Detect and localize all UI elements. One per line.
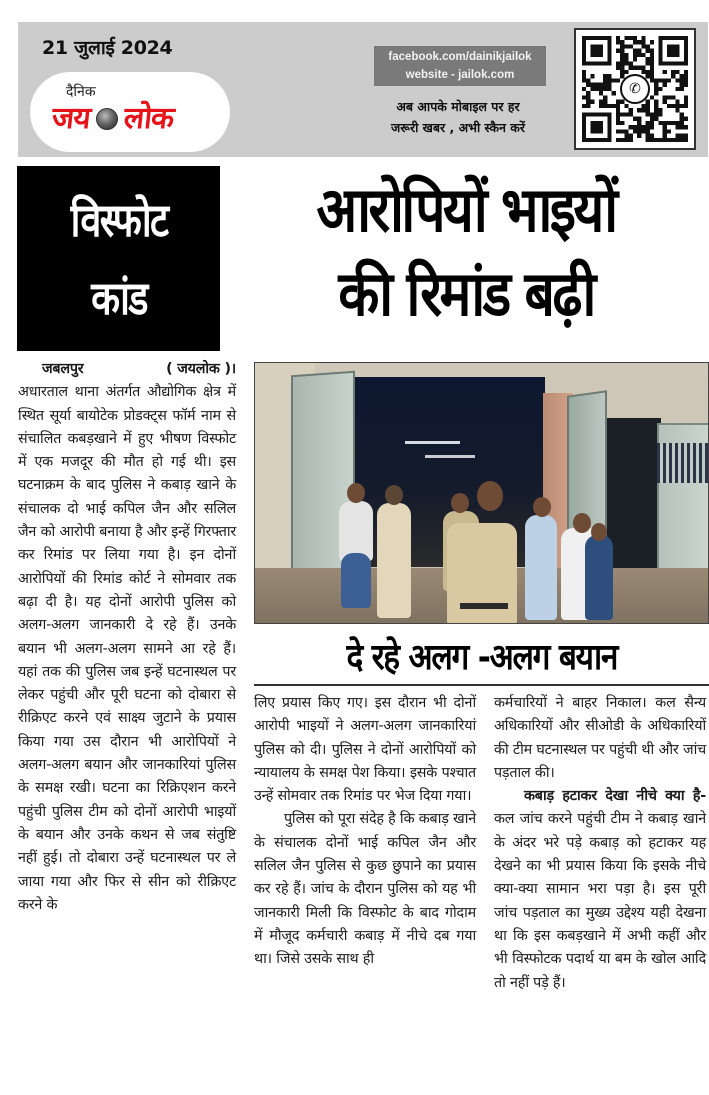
qr-module	[633, 129, 637, 133]
qr-module	[599, 100, 603, 104]
photo-person-head	[347, 483, 365, 503]
qr-module	[680, 83, 684, 87]
qr-module	[607, 74, 611, 78]
facebook-link[interactable]: facebook.com/dainikjailok	[388, 51, 532, 63]
qr-module	[646, 61, 650, 65]
qr-module	[680, 138, 684, 142]
qr-module	[658, 108, 662, 112]
qr-module	[624, 36, 628, 40]
qr-module	[680, 117, 684, 121]
qr-module	[586, 104, 590, 108]
photo-person-head	[573, 513, 591, 533]
qr-module	[646, 108, 650, 112]
qr-module	[650, 95, 654, 99]
qr-module	[637, 117, 641, 121]
article-paragraph: कर्मचारियों ने बाहर निकाल। कल सैन्य अधिकारियों और सीओडी के अधिकारियों की टीम घटनास्थल पर पहुंची थी और जांच पड़ताल की।	[494, 695, 706, 781]
qr-module	[675, 78, 679, 82]
news-photo	[254, 362, 709, 624]
qr-module	[650, 125, 654, 129]
qr-module	[641, 40, 645, 44]
qr-module	[620, 40, 624, 44]
qr-module	[641, 108, 645, 112]
qr-module	[599, 87, 603, 91]
qr-module	[599, 83, 603, 87]
qr-module	[633, 40, 637, 44]
photo-person-head	[533, 497, 551, 517]
qr-module	[637, 129, 641, 133]
qr-module	[650, 117, 654, 121]
qr-module	[654, 108, 658, 112]
qr-finder	[590, 121, 603, 134]
article-paragraph: अधारताल थाना अंतर्गत औद्योगिक क्षेत्र में स्थित सूर्या बायोटेक प्रोडक्ट्स फॉर्म नाम से संचालित कबड़खाने में हुए भीषण विस्फोट में एक मजदूर की मौत हो गई थी। इस घटनाक्रम के बाद पुलिस ने कबाड़ खाने के संचालक दो भाई कपिल जैन और सलिल जैन को आरोपी बनाया है और इन्हें गिरफ्तार कर रिमांड पर लिया गया है। इन दोनों आरोपियों की रिमांड कोर्ट ने सोमवार तक बढ़ा दी है। यह दोनों आरोपी पुलिस को अलग-अलग जानकारी दे रहे हैं। उनके बयान भी अलग-अलग सामने आ रहे हैं। यहां तक की पुलिस जब इन्हें घटनास्थल पर लेकर पहुंची और पूरी घटना को दोबारा से रीक्रिएट करने एवं साक्ष्य जुटाने के प्रयास किया गया उस दौरान भी आरोपियों ने अलग-अलग बयान और जानकारियां पुलिस के समक्ष रखी। घटना का रिक्रिएशन करने पहुंची पुलिस टीम को दोनों आरोपी भाइयों के बयान और उनके कथन से जब संतुष्टि नहीं हुई। तो दोबारा उन्हें घटनास्थल पर ले जाया गया और फिर से सीन को रीक्रिएट करने के	[18, 384, 236, 913]
qr-module	[675, 70, 679, 74]
article-paragraph: लिए प्रयास किए गए। इस दौरान भी दोनों आरोपी भाइयों ने अलग-अलग जानकारियां पुलिस को दी। पुलिस ने दोनों आरोपियों को न्यायालय के समक्ष पेश किया। इसके पश्चात उन्हें सोमवार तक रिमांड पर भेज दिया गया।	[254, 695, 476, 805]
qr-module	[663, 78, 667, 82]
qr-module	[603, 74, 607, 78]
whatsapp-icon: ✆	[620, 74, 650, 104]
qr-module	[616, 108, 620, 112]
qr-module	[654, 112, 658, 116]
qr-module	[629, 138, 633, 142]
qr-module	[650, 78, 654, 82]
qr-module	[637, 108, 641, 112]
newspaper-logo	[30, 72, 230, 152]
qr-module	[620, 121, 624, 125]
qr-module	[680, 78, 684, 82]
scan-tagline	[363, 96, 553, 138]
qr-module	[616, 66, 620, 70]
qr-module	[671, 138, 675, 142]
qr-module	[680, 112, 684, 116]
qr-module	[586, 95, 590, 99]
inline-subhead: कबाड़ हटाकर देखा नीचे क्या है-	[524, 788, 706, 805]
qr-module	[671, 70, 675, 74]
qr-module	[641, 70, 645, 74]
qr-module	[671, 121, 675, 125]
qr-module	[663, 121, 667, 125]
photo-person	[585, 535, 613, 620]
qr-module	[616, 117, 620, 121]
qr-module	[663, 129, 667, 133]
qr-module	[620, 61, 624, 65]
qr-module	[650, 61, 654, 65]
dateline-place: जबलपुर	[42, 361, 84, 377]
qr-module	[620, 138, 624, 142]
qr-module	[654, 117, 658, 121]
photo-person-head	[451, 493, 469, 513]
qr-module	[595, 87, 599, 91]
qr-module	[680, 104, 684, 108]
qr-module	[680, 134, 684, 138]
qr-module	[663, 70, 667, 74]
qr-module	[654, 91, 658, 95]
kicker-line-1: विस्फोट	[70, 192, 167, 247]
qr-module	[680, 74, 684, 78]
qr-module	[633, 49, 637, 53]
qr-module	[599, 91, 603, 95]
qr-module	[582, 70, 586, 74]
qr-module	[646, 100, 650, 104]
divider	[254, 684, 709, 686]
article-column-2	[254, 692, 476, 972]
qr-module	[629, 61, 633, 65]
qr-module	[646, 138, 650, 142]
qr-module	[616, 36, 620, 40]
qr-module	[586, 100, 590, 104]
photo-person-head	[591, 523, 607, 541]
qr-module	[684, 83, 688, 87]
headline-line-1: आरोपियों भाइयों	[316, 173, 616, 246]
kicker-box	[17, 166, 220, 351]
qr-module	[680, 87, 684, 91]
qr-module	[620, 129, 624, 133]
qr-module	[612, 78, 616, 82]
qr-module	[620, 66, 624, 70]
qr-module	[667, 104, 671, 108]
photo-person-head	[477, 481, 503, 511]
qr-module	[620, 53, 624, 57]
main-headline	[226, 168, 706, 336]
headline-line-2: की रिमांड बढ़ी	[338, 257, 594, 330]
qr-module	[637, 40, 641, 44]
article-paragraph-text: कल जांच करने पहुंची टीम ने कबाड़ खाने के अंदर भरे पड़े कबाड़ को हटाकर यह देखने का भी प्रयास किया कि इसके नीचे क्या-क्या सामान भरा पड़ा है। इस पूरी जांच पड़ताल का मुख्य उद्देश्य यही देखना था कि इस कबड़खाने में अभी कहीं और भी विस्फोटक पदार्थ या बम के खोल आदि तो नहीं पड़े हैं।	[494, 811, 706, 991]
qr-module	[641, 125, 645, 129]
qr-module	[620, 112, 624, 116]
qr-module	[675, 125, 679, 129]
qr-module	[582, 74, 586, 78]
photo-belt	[460, 603, 508, 609]
qr-module	[667, 138, 671, 142]
qr-module	[671, 104, 675, 108]
photo-light	[425, 455, 475, 458]
qr-module	[629, 108, 633, 112]
qr-module	[680, 121, 684, 125]
qr-module	[658, 138, 662, 142]
qr-module	[624, 104, 628, 108]
qr-module	[637, 66, 641, 70]
qr-module	[646, 57, 650, 61]
qr-module	[658, 78, 662, 82]
qr-module	[624, 112, 628, 116]
globe-icon	[96, 108, 118, 130]
logo-word-jay: जय	[50, 101, 92, 136]
qr-module	[624, 134, 628, 138]
qr-module	[641, 53, 645, 57]
qr-module	[616, 138, 620, 142]
qr-module	[675, 104, 679, 108]
qr-module	[590, 83, 594, 87]
qr-module	[675, 121, 679, 125]
qr-module	[650, 49, 654, 53]
qr-module	[650, 40, 654, 44]
qr-module	[684, 78, 688, 82]
qr-module	[599, 104, 603, 108]
qr-module	[646, 112, 650, 116]
qr-finder	[667, 44, 680, 57]
qr-module	[607, 104, 611, 108]
qr-module	[646, 134, 650, 138]
qr-module	[675, 100, 679, 104]
qr-module	[607, 87, 611, 91]
qr-module	[582, 78, 586, 82]
qr-module	[633, 117, 637, 121]
qr-module	[590, 87, 594, 91]
qr-module	[637, 121, 641, 125]
qr-module	[646, 49, 650, 53]
qr-module	[646, 74, 650, 78]
qr-module	[658, 112, 662, 116]
qr-module	[633, 125, 637, 129]
tagline-line-2: जरूरी खबर , अभी स्कैन करें	[390, 120, 525, 135]
masthead-band	[18, 22, 708, 157]
photo-person	[377, 503, 411, 618]
qr-module	[629, 112, 633, 116]
qr-module	[684, 95, 688, 99]
qr-module	[629, 66, 633, 70]
qr-module	[590, 74, 594, 78]
dateline	[18, 358, 236, 381]
qr-module	[603, 95, 607, 99]
qr-module	[667, 129, 671, 133]
qr-module	[637, 49, 641, 53]
qr-module	[590, 100, 594, 104]
qr-code[interactable]	[574, 28, 696, 150]
qr-module	[667, 95, 671, 99]
qr-module	[650, 66, 654, 70]
qr-module	[603, 100, 607, 104]
qr-module	[620, 70, 624, 74]
qr-module	[654, 78, 658, 82]
qr-module	[684, 104, 688, 108]
qr-module	[684, 138, 688, 142]
social-links-box	[374, 46, 546, 86]
qr-module	[667, 78, 671, 82]
qr-module	[671, 95, 675, 99]
qr-finder	[590, 44, 603, 57]
qr-module	[633, 36, 637, 40]
qr-module	[650, 53, 654, 57]
photo-person	[339, 501, 373, 561]
qr-module	[624, 138, 628, 142]
qr-module	[684, 117, 688, 121]
qr-module	[595, 83, 599, 87]
qr-module	[624, 61, 628, 65]
qr-module	[646, 125, 650, 129]
qr-module	[616, 78, 620, 82]
qr-module	[603, 78, 607, 82]
logo-wordmark	[50, 101, 175, 136]
qr-module	[663, 83, 667, 87]
article-column-3	[494, 692, 706, 995]
qr-module	[667, 121, 671, 125]
qr-module	[624, 53, 628, 57]
qr-module	[607, 83, 611, 87]
qr-module	[603, 104, 607, 108]
issue-date: 21 जुलाई 2024	[42, 37, 173, 59]
qr-module	[641, 36, 645, 40]
sub-headline-text: दे रहे अलग -अलग बयान	[346, 637, 617, 678]
qr-module	[616, 49, 620, 53]
qr-module	[624, 129, 628, 133]
qr-module	[646, 129, 650, 133]
qr-module	[675, 134, 679, 138]
qr-module	[663, 100, 667, 104]
qr-module	[629, 125, 633, 129]
logo-word-lok: लोक	[121, 101, 175, 136]
qr-module	[654, 83, 658, 87]
qr-module	[663, 134, 667, 138]
qr-module	[624, 57, 628, 61]
qr-module	[650, 121, 654, 125]
qr-module	[633, 66, 637, 70]
qr-module	[620, 57, 624, 61]
qr-module	[646, 121, 650, 125]
tagline-line-1: अब आपके मोबाइल पर हर	[396, 99, 520, 114]
article-column-1	[18, 358, 236, 917]
qr-module	[641, 66, 645, 70]
qr-module	[658, 121, 662, 125]
qr-module	[654, 104, 658, 108]
qr-module	[684, 125, 688, 129]
qr-module	[612, 104, 616, 108]
qr-module	[650, 74, 654, 78]
qr-module	[629, 134, 633, 138]
qr-module	[629, 36, 633, 40]
article-paragraph: पुलिस को पूरा संदेह है कि कबाड़ खाने के संचालक दोनों भाई कपिल जैन और सलिल जैन पुलिस से कुछ छुपाने का प्रयास कर रहे हैं। जांच के दौरान पुलिस को यह भी जानकारी मिली कि विस्फोट के बाद गोदाम में मौजूद कर्मचारी कबाड़ में नीचे दब गया था। जिसे उसके साथ ही	[254, 811, 476, 968]
qr-module	[658, 87, 662, 91]
qr-module	[675, 108, 679, 112]
qr-module	[616, 104, 620, 108]
qr-module	[654, 100, 658, 104]
photo-light	[405, 441, 460, 444]
qr-module	[675, 87, 679, 91]
qr-pattern	[582, 36, 688, 142]
qr-module	[637, 125, 641, 129]
qr-module	[624, 44, 628, 48]
photo-grille	[657, 443, 709, 483]
qr-module	[646, 104, 650, 108]
qr-module	[684, 74, 688, 78]
qr-module	[633, 53, 637, 57]
qr-module	[675, 138, 679, 142]
qr-module	[684, 70, 688, 74]
qr-module	[641, 44, 645, 48]
qr-module	[582, 95, 586, 99]
qr-module	[646, 70, 650, 74]
qr-module	[620, 49, 624, 53]
qr-module	[582, 87, 586, 91]
dateline-source: ( जयलोक )।	[166, 361, 236, 377]
qr-module	[616, 121, 620, 125]
qr-module	[586, 78, 590, 82]
qr-module	[663, 95, 667, 99]
photo-person	[525, 515, 557, 620]
kicker-line-2: कांड	[90, 270, 147, 325]
qr-module	[650, 112, 654, 116]
qr-module	[607, 78, 611, 82]
qr-module	[650, 70, 654, 74]
qr-module	[603, 87, 607, 91]
qr-module	[582, 104, 586, 108]
qr-module	[633, 57, 637, 61]
qr-module	[586, 91, 590, 95]
photo-person	[341, 553, 371, 608]
qr-module	[620, 100, 624, 104]
qr-module	[603, 83, 607, 87]
photo-person-head	[385, 485, 403, 505]
qr-module	[616, 112, 620, 116]
qr-module	[650, 134, 654, 138]
article-paragraph-with-subhead	[494, 785, 706, 995]
qr-module	[612, 91, 616, 95]
qr-module	[663, 138, 667, 142]
qr-module	[629, 44, 633, 48]
qr-module	[646, 44, 650, 48]
qr-module	[637, 134, 641, 138]
qr-module	[620, 44, 624, 48]
qr-module	[586, 83, 590, 87]
qr-module	[641, 104, 645, 108]
qr-module	[624, 70, 628, 74]
qr-module	[654, 87, 658, 91]
qr-module	[616, 100, 620, 104]
qr-module	[650, 57, 654, 61]
sub-headline	[254, 634, 709, 682]
qr-module	[641, 129, 645, 133]
qr-module	[637, 53, 641, 57]
qr-module	[616, 61, 620, 65]
qr-module	[663, 125, 667, 129]
qr-module	[671, 74, 675, 78]
qr-module	[616, 40, 620, 44]
qr-module	[680, 125, 684, 129]
logo-prefix: दैनिक	[66, 84, 96, 100]
qr-module	[616, 129, 620, 133]
qr-module	[650, 138, 654, 142]
qr-module	[684, 134, 688, 138]
qr-module	[654, 138, 658, 142]
website-link[interactable]: website - jailok.com	[405, 69, 515, 81]
qr-module	[684, 100, 688, 104]
